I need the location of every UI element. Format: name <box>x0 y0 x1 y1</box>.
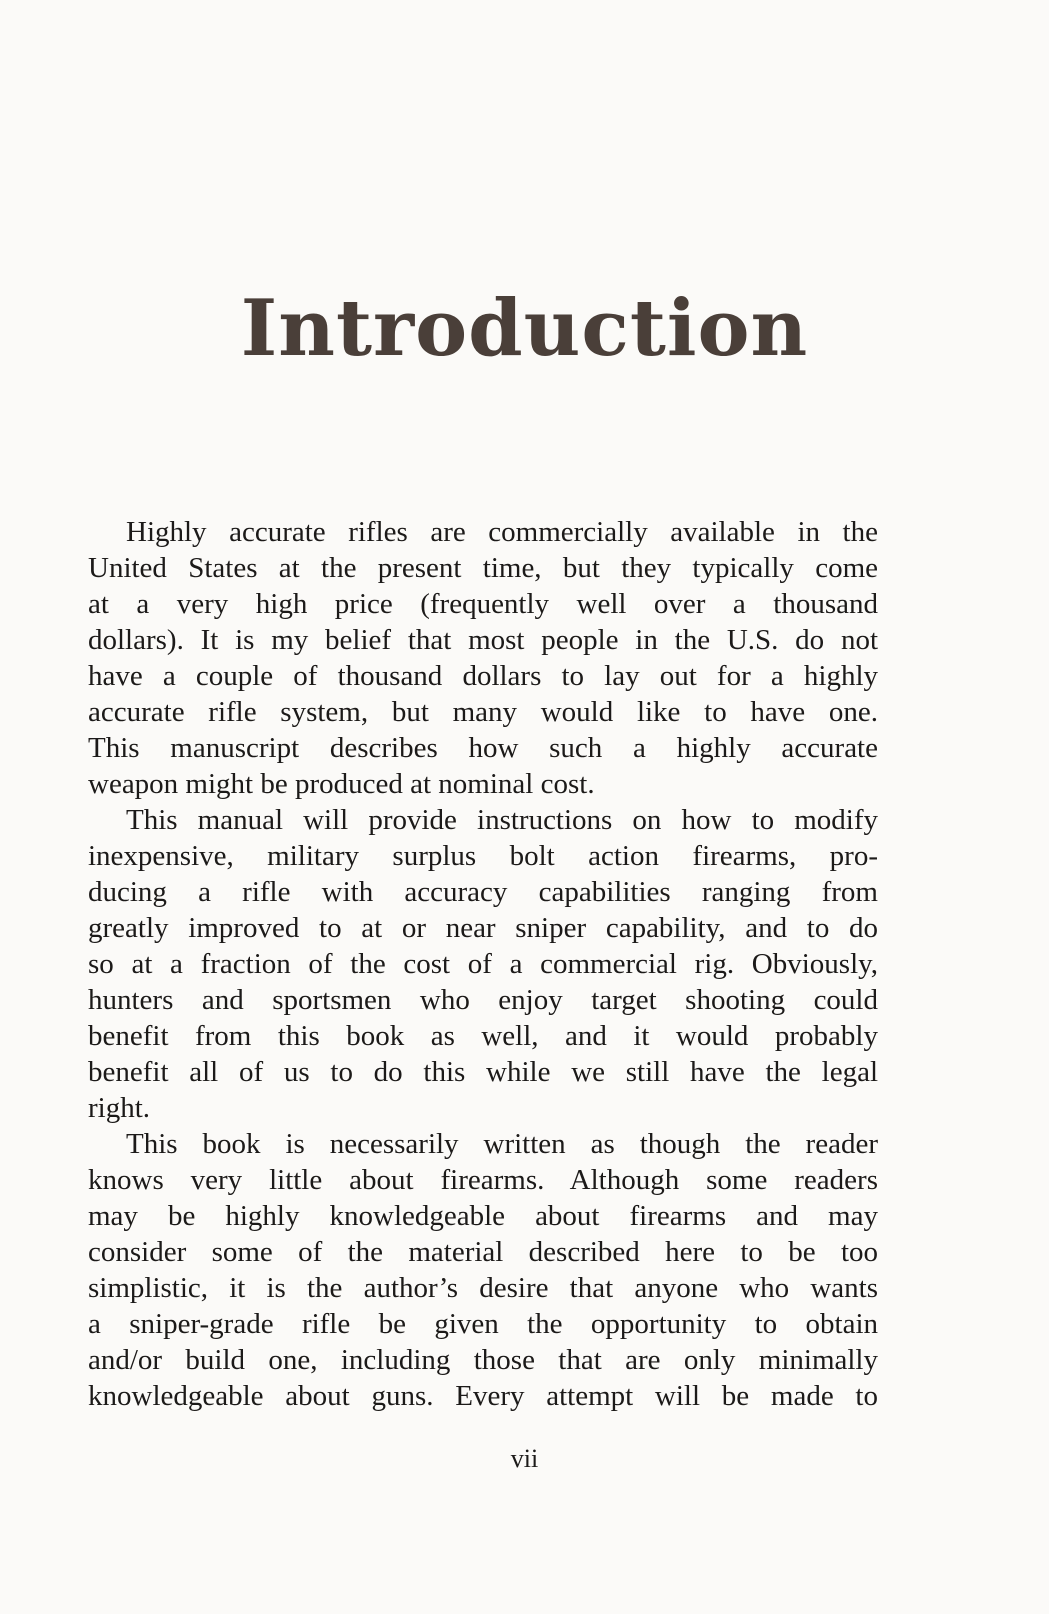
text-line: weapon might be produced at nominal cost. <box>88 768 595 800</box>
text-line: at a very high price (frequently well over a thousand <box>88 588 878 620</box>
text-line: This manuscript describes how such a highly accurate <box>88 732 878 764</box>
text-line: accurate rifle system, but many would like to have one. <box>88 696 878 728</box>
text-line: and/or build one, including those that are only minimally <box>88 1344 878 1376</box>
text-line: a sniper-grade rifle be given the opportunity to obtain <box>88 1308 878 1340</box>
text-line: knowledgeable about guns. Every attempt will be made to <box>88 1380 878 1412</box>
text-line: may be highly knowledgeable about firearms and may <box>88 1200 878 1232</box>
text-line: inexpensive, military surplus bolt action firearms, pro- <box>88 840 878 872</box>
text-line: hunters and sportsmen who enjoy target shooting could <box>88 984 878 1016</box>
text-line: This manual will provide instructions on how to modify <box>126 804 878 836</box>
text-line: benefit all of us to do this while we still have the legal <box>88 1056 878 1088</box>
text-line: United States at the present time, but they typically come <box>88 552 878 584</box>
chapter-title: Introduction <box>240 283 809 374</box>
text-line: have a couple of thousand dollars to lay out for a highly <box>88 660 878 692</box>
text-line: greatly improved to at or near sniper capability, and to do <box>88 912 878 944</box>
text-line: This book is necessarily written as though the reader <box>126 1128 878 1160</box>
page-number: vii <box>510 1444 539 1473</box>
text-line: consider some of the material described here to be too <box>88 1236 878 1268</box>
text-line: Highly accurate rifles are commercially available in the <box>126 516 878 548</box>
text-line: benefit from this book as well, and it would probably <box>88 1020 878 1052</box>
text-line: ducing a rifle with accuracy capabilities ranging from <box>88 876 878 908</box>
paragraph-2 <box>88 802 878 1126</box>
text-line: so at a fraction of the cost of a commercial rig. Obviously, <box>88 948 878 980</box>
paragraph-1 <box>88 514 878 802</box>
text-line: right. <box>88 1092 151 1124</box>
body-text <box>88 514 878 1414</box>
paragraph-3 <box>88 1126 878 1414</box>
text-line: dollars). It is my belief that most people in the U.S. do not <box>88 624 878 656</box>
text-line: knows very little about firearms. Although some readers <box>88 1164 878 1196</box>
text-line: simplistic, it is the author’s desire that anyone who wants <box>88 1272 878 1304</box>
